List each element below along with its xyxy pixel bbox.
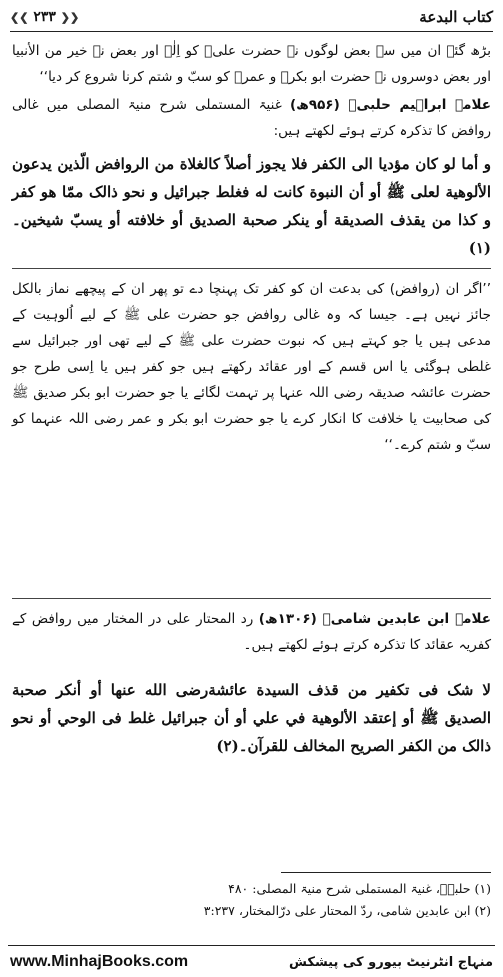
page-number-text: ۲۳۳ bbox=[33, 9, 56, 25]
website-link[interactable]: www.MinhajBooks.com bbox=[10, 953, 189, 970]
quote-divider-2 bbox=[12, 598, 491, 599]
author-name-halabi: علامہ ابراہیم حلبیؒ (۹۵۶ھ) bbox=[290, 97, 491, 113]
paragraph-intro: بڑھ گئے ان میں سے بعض لوگوں نے حضرت علیؑ کو اِلٰہ اور بعض نے خیر من الأنبیا اور بعض دوسروں نے حضرت ابو بکرؓ و عمرؓ کو سبّ و شتم کرنا شروع کر دیا‘‘ bbox=[12, 43, 491, 85]
ornament-left-icon: ❮❮ bbox=[10, 11, 29, 24]
page-number bbox=[10, 9, 79, 25]
arabic-quote-1: و أما لو كان مؤديا الى الكفر فلا يجوز أصلاً كالغلاة من الروافض الّذين يدعون الألوهية لعلى ﷺ أو أن النبوة كانت له فغلط جبرائيل و نحو ذالک ممّا هو كفر و كذا من يقذف الصديقة أو ينكر صحبة الصديق أو خلافته أو يسبّ شيخين۔(۱) bbox=[12, 155, 491, 257]
author-name-shami: علامہ ابن عابدین شامیؒ (۱۳۰۶ھ) bbox=[258, 611, 491, 627]
paragraph-halabi-intro bbox=[12, 92, 491, 144]
footnotes bbox=[12, 878, 491, 922]
footnote-item: (۲) ابن عابدین شامی، ردّ المحتار علی درّالمختار، ۳:۲۳۷ bbox=[203, 903, 491, 918]
quote-divider-1 bbox=[12, 268, 491, 269]
header-rule bbox=[10, 31, 493, 32]
footnote-item: (۱) حلبیؒ، غنیۃ المستملی شرح منیۃ المصلی: ۴۸۰ bbox=[228, 881, 491, 896]
publisher-credit: منہاج انٹرنیٹ بیورو کی پیشکش bbox=[289, 954, 493, 970]
paragraph-translation: ’’اگر ان (روافض) کی بدعت ان کو کفر تک پہنچا دے تو پھر ان کے پیچھے نماز بالکل جائز نہیں ہے۔ جیسا کہ وہ غالی روافض جو حضرت علی ﷺ کے لیے اُلوہیت کے مدعی ہیں یا جو کہتے ہیں کہ نبوت حضرت علی ﷺ کے لیے تھی اور جبرائیل سے غلطی ہوگئی یا اس قسم کے اور عقائد رکھتے ہیں جو کفر ہیں یا اِسی طرح جو حضرت عائشہ صدیقہ رضی اللہ عنہا پر تہمت لگائے یا جو حضرت ابو بکر صدیق ﷺ کی صحابیت یا خلافت کا انکار کرے یا جو حضرت ابو بکر و عمر رضی اللہ عنہما کو سبّ و شتم کرے۔‘‘ bbox=[12, 281, 491, 453]
paragraph-shami-intro bbox=[12, 606, 491, 658]
arabic-quote-2: لا شک فى تكفير من قذف السيدة عائشةرضى الله عنها أو أنكر صحبة الصديق ﷺ أو إعتقد الألوهية في علي أو أن جبرائيل غلط فى الوحي أو نحو ذالک من الكفر الصريح المخالف للقرآن۔(۲) bbox=[12, 681, 491, 755]
book-title: كتاب البدعة bbox=[419, 8, 493, 26]
footnote-rule bbox=[281, 872, 491, 873]
page-footer bbox=[10, 950, 493, 974]
paragraph-shami-text: رد المحتار علی در المختار میں روافض کے کفریہ عقائد کا تذکرہ کرتے ہوئے لکھتے ہیں۔ bbox=[12, 611, 491, 653]
page-header bbox=[10, 4, 493, 30]
footer-rule bbox=[8, 945, 495, 946]
paragraph-halabi-text: غنیۃ المستملی شرح منیۃ المصلی میں غالی روافض کا تذکرہ کرتے ہوئے لکھتے ہیں: bbox=[12, 97, 491, 139]
ornament-right-icon: ❯❯ bbox=[60, 11, 80, 24]
